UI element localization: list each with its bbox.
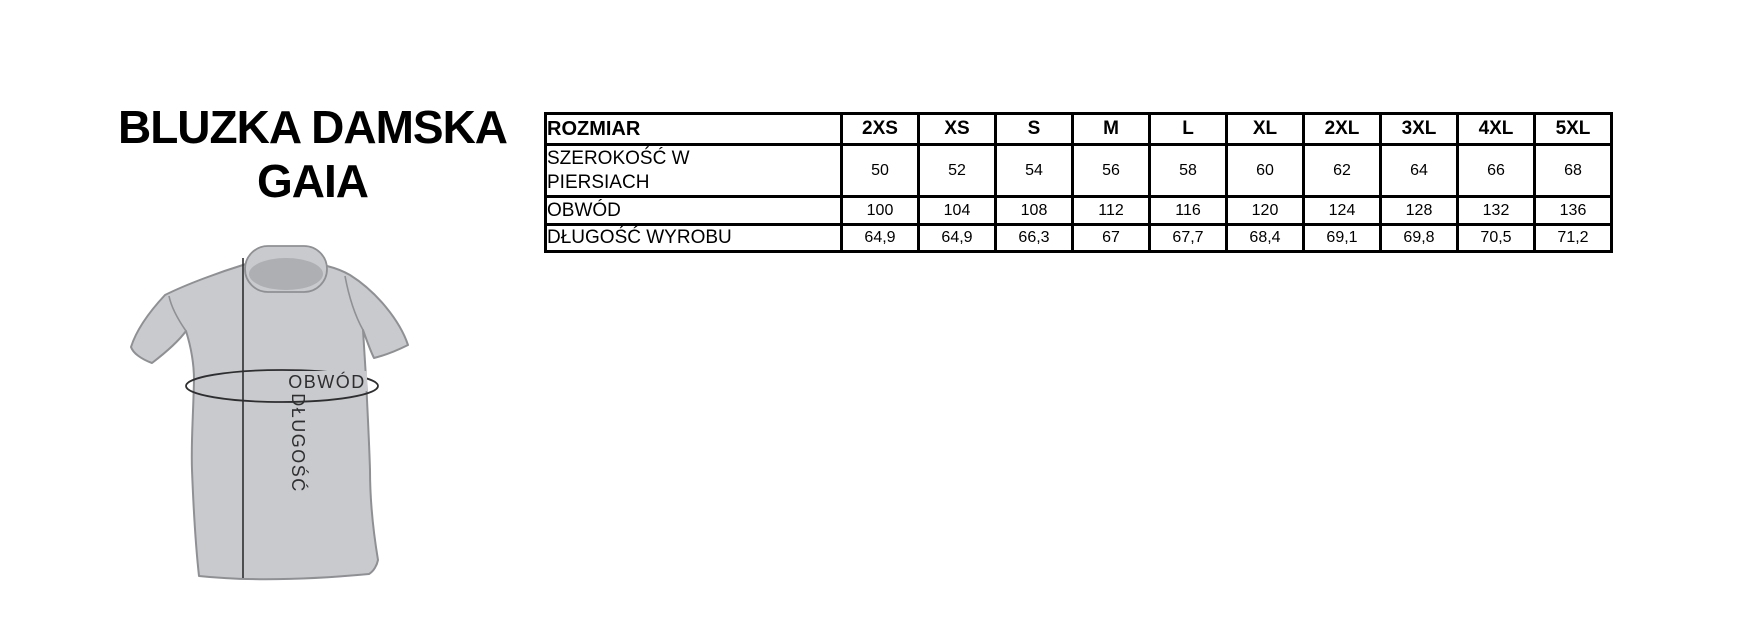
size-value: 68: [1535, 145, 1612, 197]
girth-label: OBWÓD: [288, 372, 366, 392]
size-value: 54: [996, 145, 1073, 197]
size-value: 104: [919, 197, 996, 225]
table-header-row: [546, 114, 1612, 145]
size-value: 116: [1150, 197, 1227, 225]
row-label: [546, 197, 842, 225]
table-header-size: XS: [919, 114, 996, 145]
table-header-rozmiar: ROZMIAR: [546, 114, 842, 145]
size-value: 70,5: [1458, 225, 1535, 252]
length-label: DŁUGOŚĆ: [288, 393, 308, 493]
row-label: [546, 145, 842, 197]
product-title: [95, 100, 530, 208]
product-title-line1: BLUZKA DAMSKA: [117, 101, 508, 153]
size-value: 124: [1304, 197, 1381, 225]
table-header-size: 2XS: [842, 114, 919, 145]
size-value: 64,9: [842, 225, 919, 252]
size-value: 69,1: [1304, 225, 1381, 252]
table-header-size: 5XL: [1535, 114, 1612, 145]
size-value: 132: [1458, 197, 1535, 225]
size-value: 120: [1227, 197, 1304, 225]
size-value: 66,3: [996, 225, 1073, 252]
size-value: 136: [1535, 197, 1612, 225]
row-label-text: DŁUGOŚĆ WYROBU: [547, 227, 732, 248]
table-header-size: XL: [1227, 114, 1304, 145]
size-value: 64: [1381, 145, 1458, 197]
table-header-size: 4XL: [1458, 114, 1535, 145]
table-header-size: S: [996, 114, 1073, 145]
shirt-outline: [131, 254, 408, 580]
row-label: [546, 225, 842, 252]
row-label-text: SZEROKOŚĆ W PIERSIACH: [547, 147, 690, 193]
size-table: [544, 112, 1613, 253]
row-label-text: OBWÓD: [547, 199, 621, 221]
shirt-diagram: [115, 222, 415, 587]
table-header-size: 2XL: [1304, 114, 1381, 145]
size-value: 50: [842, 145, 919, 197]
table-header-size: L: [1150, 114, 1227, 145]
size-value: 58: [1150, 145, 1227, 197]
product-title-line2: GAIA: [257, 155, 368, 207]
size-value: 100: [842, 197, 919, 225]
table-header-size: M: [1073, 114, 1150, 145]
table-row: [546, 197, 1612, 225]
size-value: 108: [996, 197, 1073, 225]
size-value: 66: [1458, 145, 1535, 197]
size-value: 67,7: [1150, 225, 1227, 252]
size-value: 64,9: [919, 225, 996, 252]
size-value: 128: [1381, 197, 1458, 225]
size-value: 56: [1073, 145, 1150, 197]
size-value: 68,4: [1227, 225, 1304, 252]
collar-inner: [249, 258, 323, 290]
size-value: 69,8: [1381, 225, 1458, 252]
size-value: 60: [1227, 145, 1304, 197]
size-value: 62: [1304, 145, 1381, 197]
size-value: 52: [919, 145, 996, 197]
size-table-container: [544, 112, 1613, 253]
size-value: 71,2: [1535, 225, 1612, 252]
table-row: [546, 225, 1612, 252]
size-value: 67: [1073, 225, 1150, 252]
size-value: 112: [1073, 197, 1150, 225]
table-header-size: 3XL: [1381, 114, 1458, 145]
table-row: [546, 145, 1612, 197]
